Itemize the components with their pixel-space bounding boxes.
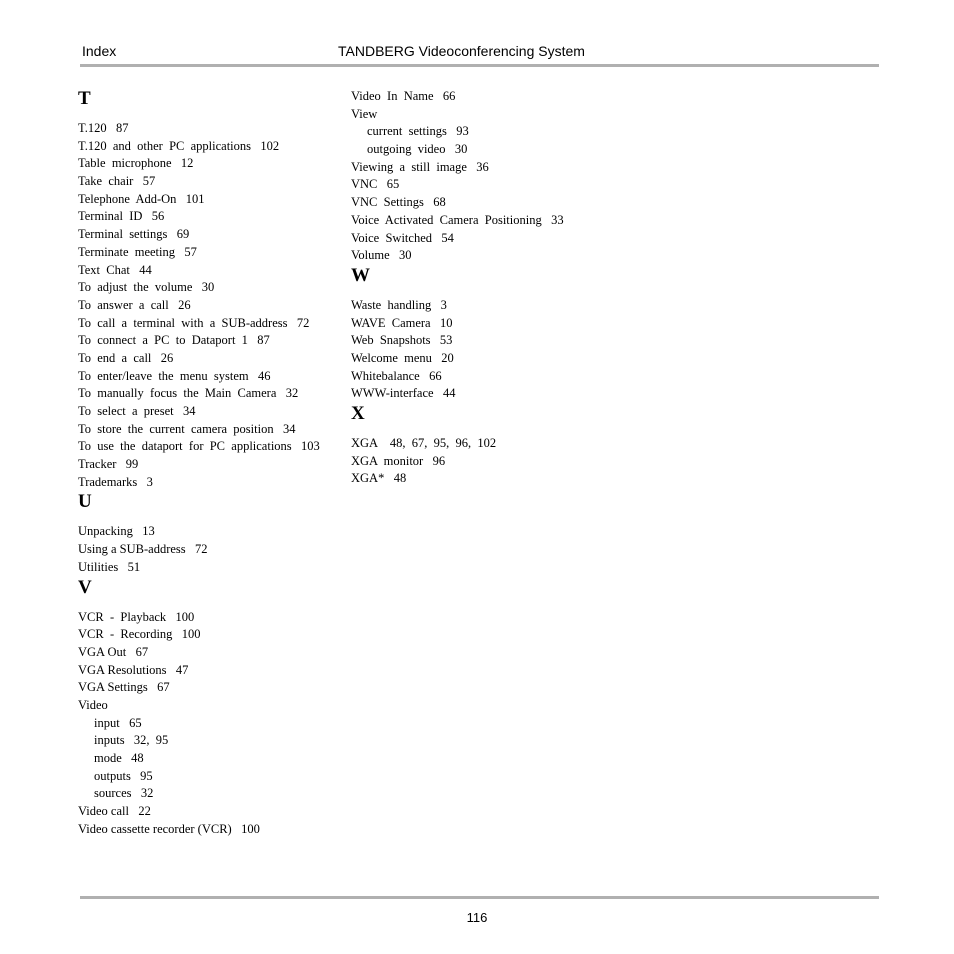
index-entry: To manually focus the Main Camera 32 bbox=[78, 386, 299, 401]
header-section-label: Index bbox=[82, 43, 117, 59]
index-entry: Tracker 99 bbox=[78, 457, 139, 472]
index-column-right bbox=[351, 88, 564, 488]
index-letter-heading: U bbox=[78, 491, 92, 513]
header-divider bbox=[80, 64, 879, 67]
index-entry: Take chair 57 bbox=[78, 174, 156, 189]
header-document-title: TANDBERG Videoconferencing System bbox=[338, 43, 585, 59]
index-subentry: current settings 93 bbox=[367, 124, 469, 139]
index-entry: Text Chat 44 bbox=[78, 262, 152, 277]
index-letter-heading: V bbox=[78, 576, 92, 598]
index-entry: Waste handling 3 bbox=[351, 297, 447, 312]
index-entry: VNC Settings 68 bbox=[351, 195, 446, 210]
index-subentry: inputs 32, 95 bbox=[94, 733, 169, 748]
index-entry: VCR - Playback 100 bbox=[78, 609, 195, 624]
index-entry: To answer a call 26 bbox=[78, 297, 191, 312]
index-subentry: mode 48 bbox=[94, 751, 144, 765]
index-entry: Using a SUB-address 72 bbox=[78, 542, 208, 557]
index-entry: VCR - Recording 100 bbox=[78, 627, 201, 642]
index-entry: Telephone Add-On 101 bbox=[78, 191, 205, 206]
index-entry: XGA monitor 96 bbox=[351, 453, 446, 468]
index-entry: Video bbox=[78, 697, 108, 712]
index-entry: VGA Out 67 bbox=[78, 644, 149, 659]
index-letter-heading: X bbox=[351, 403, 365, 424]
index-entry: To adjust the volume 30 bbox=[78, 280, 215, 295]
index-entry: To select a preset 34 bbox=[78, 404, 196, 418]
index-entry: Table microphone 12 bbox=[78, 156, 194, 171]
index-entry: Unpacking 13 bbox=[78, 524, 155, 539]
page-number: 116 bbox=[466, 910, 488, 925]
index-entry: VGA Resolutions 47 bbox=[78, 662, 189, 677]
index-entry: Terminal ID 56 bbox=[78, 209, 165, 224]
index-entry: XGA* 48 bbox=[351, 471, 407, 486]
index-entry: VGA Settings 67 bbox=[78, 680, 170, 695]
index-entry: To store the current camera position 34 bbox=[78, 421, 296, 436]
index-entry: T.120 and other PC applications 102 bbox=[78, 138, 280, 153]
index-entry: Viewing a still image 36 bbox=[351, 159, 489, 174]
index-entry: Voice Switched 54 bbox=[351, 230, 454, 245]
index-entry: XGA 48, 67, 95, 96, 102 bbox=[351, 436, 497, 450]
index-entry: WWW-interface 44 bbox=[351, 386, 456, 401]
index-entry: Terminate meeting 57 bbox=[78, 244, 197, 259]
index-entry: To end a call 26 bbox=[78, 350, 174, 365]
index-subentry: input 65 bbox=[94, 715, 142, 730]
index-entry: Video cassette recorder (VCR) 100 bbox=[78, 821, 260, 836]
index-entry: Web Snapshots 53 bbox=[351, 333, 453, 348]
index-entry: Trademarks 3 bbox=[78, 474, 153, 489]
index-entry: Utilities 51 bbox=[78, 559, 141, 574]
index-subentry: sources 32 bbox=[94, 786, 154, 801]
index-entry: To call a terminal with a SUB-address 72 bbox=[78, 315, 310, 330]
index-entry: Video call 22 bbox=[78, 804, 151, 819]
index-entry: WAVE Camera 10 bbox=[351, 315, 453, 330]
index-entry: Whitebalance 66 bbox=[351, 368, 442, 383]
index-column-left bbox=[78, 88, 320, 838]
index-subentry: outgoing video 30 bbox=[367, 142, 468, 157]
index-entry: To connect a PC to Dataport 1 87 bbox=[78, 333, 270, 348]
index-subentry: outputs 95 bbox=[94, 768, 153, 783]
index-entry: T.120 87 bbox=[78, 121, 129, 135]
index-entry: Welcome menu 20 bbox=[351, 350, 454, 365]
index-entry: To use the dataport for PC applications 103 bbox=[78, 439, 320, 454]
index-entry: Video In Name 66 bbox=[351, 89, 456, 103]
index-letter-heading: W bbox=[351, 264, 370, 286]
index-entry: Voice Activated Camera Positioning 33 bbox=[351, 212, 564, 227]
index-entry: Terminal settings 69 bbox=[78, 227, 190, 242]
index-entry: Volume 30 bbox=[351, 248, 412, 263]
index-entry: To enter/leave the menu system 46 bbox=[78, 368, 271, 383]
index-entry: VNC 65 bbox=[351, 177, 400, 192]
index-entry: View bbox=[351, 106, 378, 121]
footer-divider bbox=[80, 896, 879, 899]
index-letter-heading: T bbox=[78, 88, 91, 109]
